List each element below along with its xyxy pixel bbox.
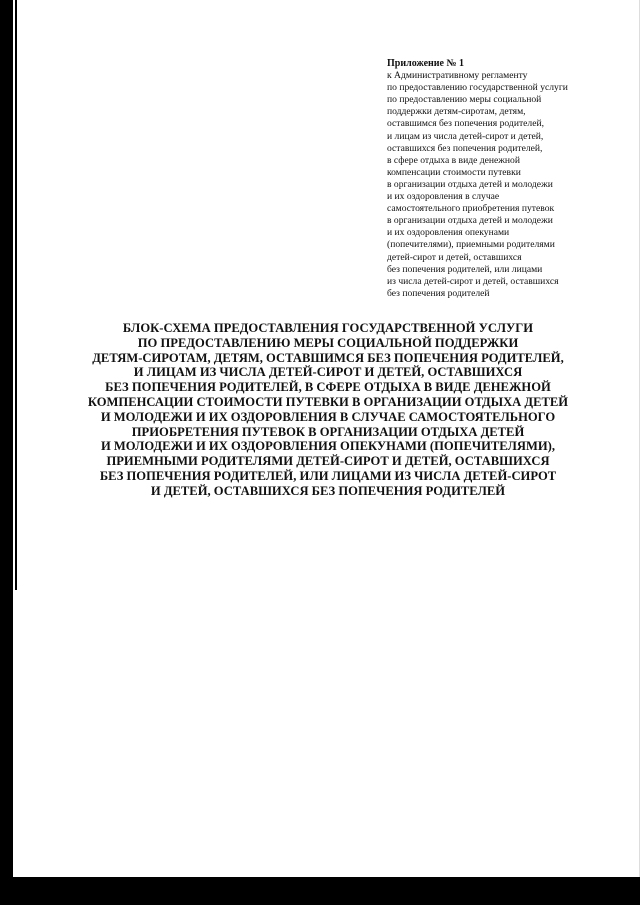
appendix-block	[387, 58, 627, 300]
appendix-title: Приложение № 1	[387, 58, 465, 69]
title-line: И МОЛОДЕЖИ И ИХ ОЗДОРОВЛЕНИЯ ОПЕКУНАМИ (ПОПЕЧИТЕЛЯМИ),	[100, 439, 556, 454]
appendix-line: к Административному регламенту	[387, 70, 528, 82]
scan-line-left	[15, 0, 17, 590]
appendix-line: в сфере отдыха в виде денежной	[387, 154, 520, 166]
scan-border-left	[0, 0, 13, 905]
title-line: БЕЗ ПОПЕЧЕНИЯ РОДИТЕЛЕЙ, В СФЕРЕ ОТДЫХА В ВИДЕ ДЕНЕЖНОЙ	[105, 380, 551, 395]
appendix-line: в организации отдыха детей и молодежи	[387, 215, 553, 227]
title-line: ПРИОБРЕТЕНИЯ ПУТЕВОК В ОРГАНИЗАЦИИ ОТДЫХА ДЕТЕЙ	[131, 424, 525, 439]
appendix-line: в организации отдыха детей и молодежи	[387, 178, 553, 190]
title-line: КОМПЕНСАЦИИ СТОИМОСТИ ПУТЕВКИ В ОРГАНИЗАЦИИ ОТДЫХА ДЕТЕЙ	[87, 394, 569, 409]
title-line: БЛОК-СХЕМА ПРЕДОСТАВЛЕНИЯ ГОСУДАРСТВЕННОЙ УСЛУГИ	[122, 321, 534, 335]
appendix-line: самостоятельного приобретения путевок	[387, 203, 555, 215]
title-line: И ДЕТЕЙ, ОСТАВШИХСЯ БЕЗ ПОПЕЧЕНИЯ РОДИТЕЛЕЙ	[150, 483, 506, 498]
title-line: ПРИЕМНЫМИ РОДИТЕЛЯМИ ДЕТЕЙ-СИРОТ И ДЕТЕЙ, ОСТАВШИХСЯ	[106, 454, 550, 469]
appendix-line: без попечения родителей, или лицами	[387, 263, 543, 275]
appendix-line: (попечителями), приемными родителями	[387, 239, 555, 251]
document-title	[78, 321, 578, 499]
appendix-line: из числа детей-сирот и детей, оставшихся	[387, 275, 559, 287]
appendix-line: без попечения родителей	[387, 287, 490, 299]
appendix-line: по предоставлению государственной услуги	[387, 82, 568, 94]
scan-border-bottom	[0, 877, 640, 905]
appendix-line: оставшихся без попечения родителей,	[387, 142, 543, 154]
appendix-line: компенсации стоимости путевки	[387, 166, 521, 178]
appendix-line: оставшимся без попечения родителей,	[387, 118, 544, 130]
appendix-line: детей-сирот и детей, оставшихся	[387, 251, 522, 263]
appendix-line: и их оздоровления в случае	[387, 191, 500, 203]
title-line: И МОЛОДЕЖИ И ИХ ОЗДОРОВЛЕНИЯ В СЛУЧАЕ САМОСТОЯТЕЛЬНОГО	[100, 409, 556, 424]
appendix-line: и их оздоровления опекунами	[387, 227, 510, 239]
appendix-line: поддержки детям-сиротам, детям,	[387, 106, 526, 118]
appendix-line: по предоставлению меры социальной	[387, 94, 542, 106]
title-line: ПО ПРЕДОСТАВЛЕНИЮ МЕРЫ СОЦИАЛЬНОЙ ПОДДЕРЖКИ	[137, 335, 519, 350]
title-line: БЕЗ ПОПЕЧЕНИЯ РОДИТЕЛЕЙ, ИЛИ ЛИЦАМИ ИЗ ЧИСЛА ДЕТЕЙ-СИРОТ	[99, 468, 557, 483]
title-line: ДЕТЯМ-СИРОТАМ, ДЕТЯМ, ОСТАВШИМСЯ БЕЗ ПОПЕЧЕНИЯ РОДИТЕЛЕЙ,	[92, 350, 564, 365]
title-line: И ЛИЦАМ ИЗ ЧИСЛА ДЕТЕЙ-СИРОТ И ДЕТЕЙ, ОСТАВШИХСЯ	[133, 365, 523, 380]
appendix-line: и лицам из числа детей-сирот и детей,	[387, 130, 544, 142]
